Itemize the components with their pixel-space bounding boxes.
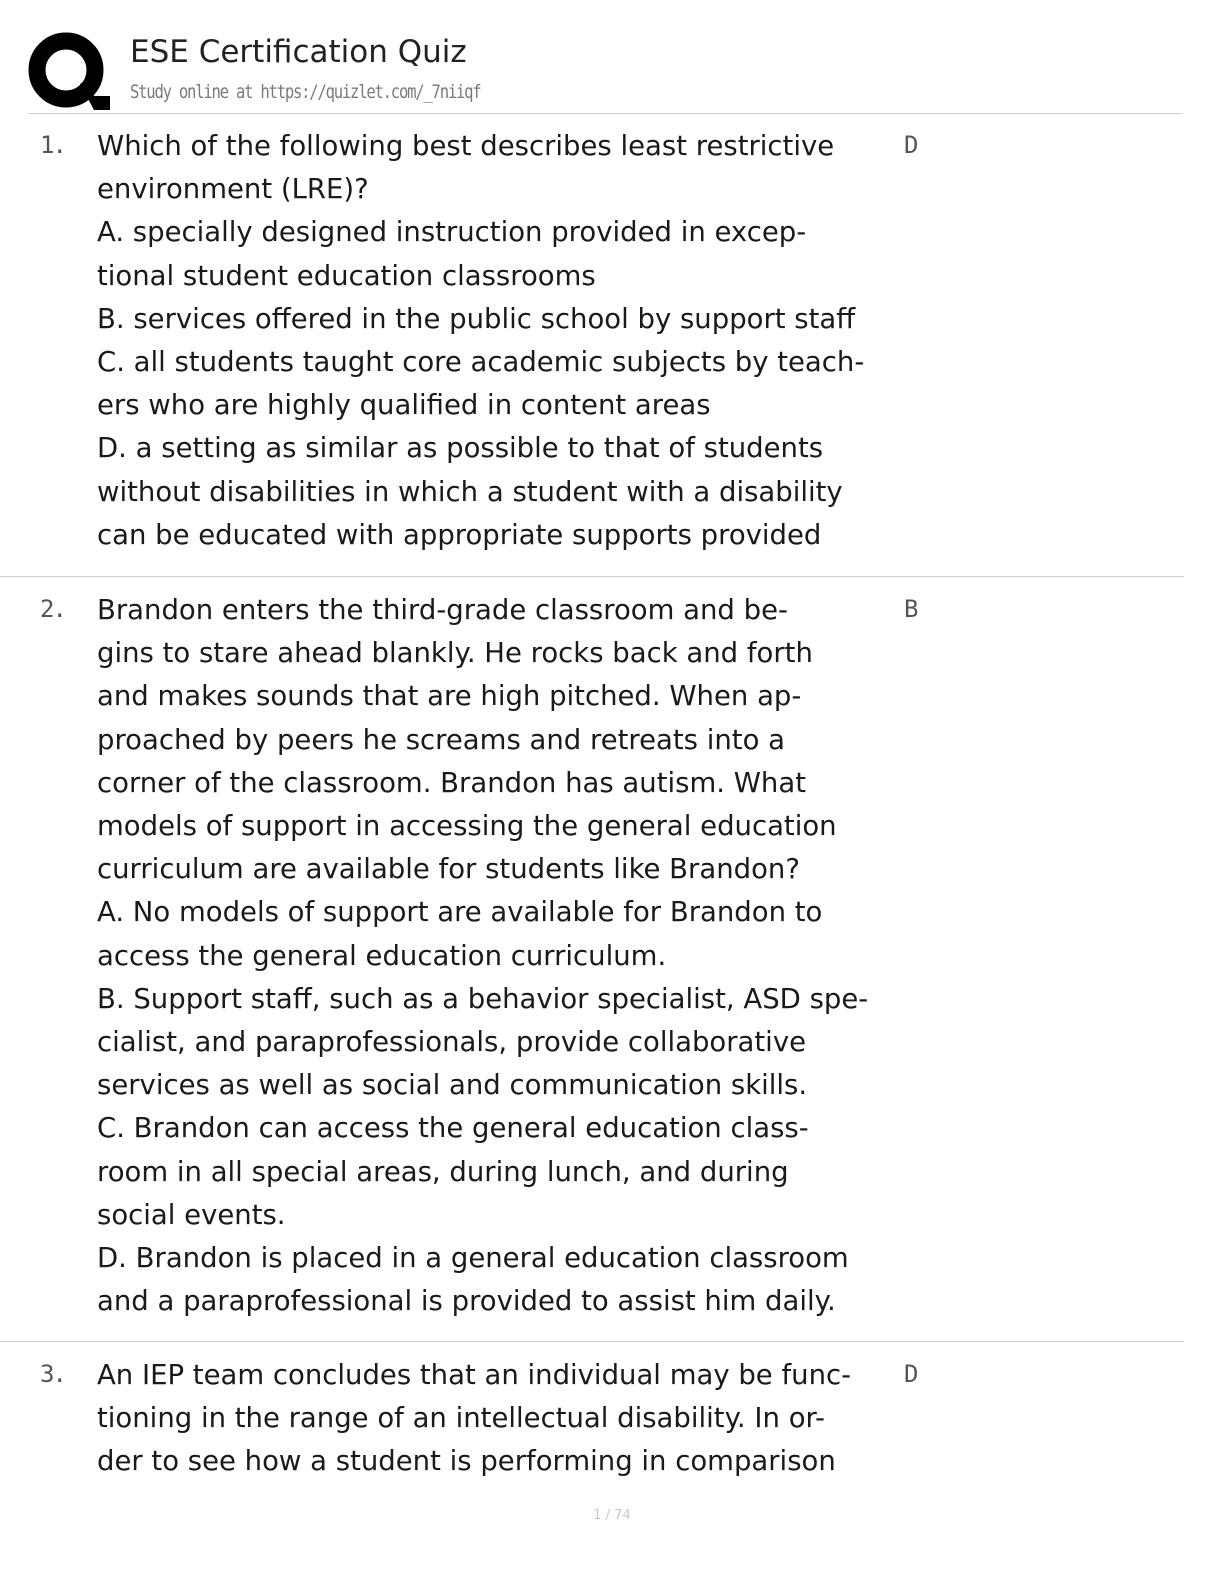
option-d: and a paraprofessional is provided to assist him daily. xyxy=(97,1285,836,1318)
option-c: C. Brandon can access the general education class- xyxy=(97,1112,809,1145)
option-d: D. Brandon is placed in a general education classroom xyxy=(97,1242,849,1275)
option-b: B. Support staff, such as a behavior specialist, ASD spe- xyxy=(97,982,869,1015)
question-text xyxy=(97,125,912,557)
quiz-header xyxy=(28,28,1188,112)
question-line: and makes sounds that are high pitched. When ap- xyxy=(97,680,802,713)
question-line: models of support in accessing the general education xyxy=(97,810,837,843)
option-c: room in all special areas, during lunch, and during xyxy=(97,1155,789,1188)
option-c: ers who are highly qualified in content areas xyxy=(97,389,711,422)
option-a: tional student education classrooms xyxy=(97,259,596,292)
page-number: 1 / 74 xyxy=(593,1508,631,1523)
question-number: 3. xyxy=(40,1360,65,1388)
option-d: without disabilities in which a student with a disability xyxy=(97,475,843,508)
question-number: 1. xyxy=(40,131,65,159)
question-line: Brandon enters the third-grade classroom and be- xyxy=(97,594,788,626)
question-divider xyxy=(0,576,1184,577)
question-line: An IEP team concludes that an individual may be func- xyxy=(97,1359,852,1391)
question-divider xyxy=(0,1341,1184,1342)
question-text xyxy=(97,1354,912,1484)
question-line: der to see how a student is performing in comparison xyxy=(97,1445,836,1478)
answer-label: D xyxy=(904,1360,919,1388)
option-b: cialist, and paraprofessionals, provide collaborative xyxy=(97,1026,807,1059)
question-line: tioning in the range of an intellectual disability. In or- xyxy=(97,1402,825,1435)
option-c: social events. xyxy=(97,1198,286,1231)
quizlet-q-logo-icon xyxy=(28,32,110,114)
quiz-title: ESE Certification Quiz xyxy=(130,34,467,70)
study-online-link[interactable]: Study online at https://quizlet.com/_7niiqf xyxy=(130,81,481,103)
option-d: can be educated with appropriate supports provided xyxy=(97,518,822,551)
question-line: corner of the classroom. Brandon has autism. What xyxy=(97,766,806,799)
option-a: A. specially designed instruction provided in excep- xyxy=(97,216,807,249)
header-divider xyxy=(28,113,1183,114)
option-d: D. a setting as similar as possible to that of students xyxy=(97,432,824,465)
option-b: B. services offered in the public school by support staff xyxy=(97,302,856,335)
question-line: gins to stare ahead blankly. He rocks back and forth xyxy=(97,637,813,670)
question-line: curriculum are available for students like Brandon? xyxy=(97,853,800,886)
answer-label: D xyxy=(904,131,919,159)
question-line: proached by peers he screams and retreats into a xyxy=(97,723,785,756)
question-line: Which of the following best describes least restrictive xyxy=(97,130,835,162)
option-a: A. No models of support are available for Brandon to xyxy=(97,896,823,929)
question-text xyxy=(97,589,912,1323)
question-line: environment (LRE)? xyxy=(97,173,369,206)
answer-label: B xyxy=(904,595,919,623)
question-number: 2. xyxy=(40,595,65,623)
option-a: access the general education curriculum. xyxy=(97,939,667,972)
option-b: services as well as social and communication skills. xyxy=(97,1069,808,1102)
option-c: C. all students taught core academic subjects by teach- xyxy=(97,346,865,379)
